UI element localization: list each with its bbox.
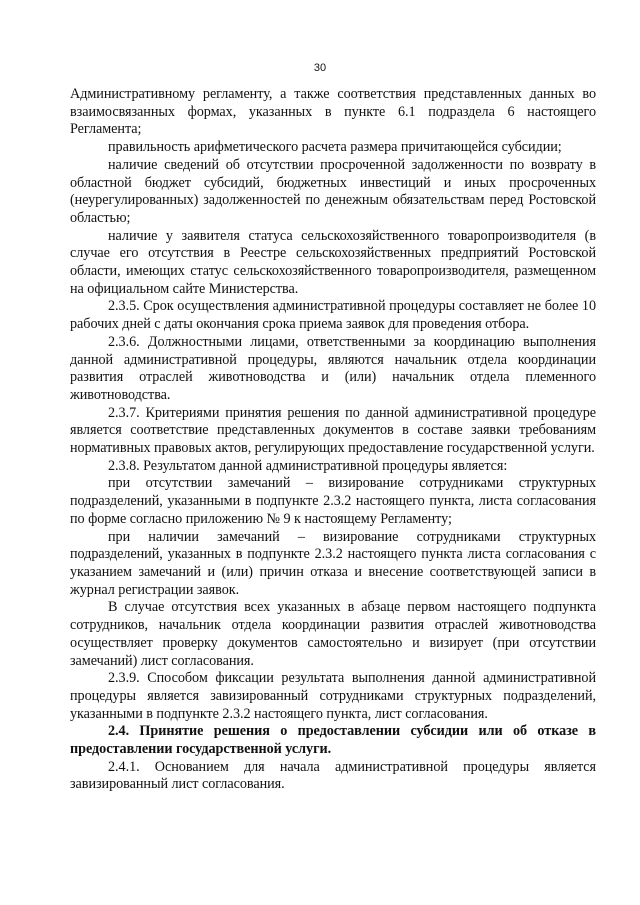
paragraph: Административному регламенту, а также соответствия представленных данных во взаимосвязанных формах, указанных в пункте 6.1 подраздела 6 настоящего Регламента; [70,86,596,138]
paragraph: 2.3.8. Результатом данной административной процедуры является: [108,457,508,474]
section-heading: 2.4. Принятие решения о предоставлении субсидии или об отказе в предоставлении государственной услуги. [70,723,596,758]
paragraph: 2.3.6. Должностными лицами, ответственными за координацию выполнения данной административной процедуры, являются начальник отдела координации развития отраслей животноводства и (или) начальник отдела племенного животноводства. [70,333,596,403]
paragraph: 2.3.9. Способом фиксации результата выполнения данной административной процедуры является завизированный сотрудниками структурных подразделений, указанными в подпункте 2.3.2 настоящего пункта, лист согласования. [70,670,596,722]
paragraph: наличие у заявителя статуса сельскохозяйственного товаропроизводителя (в случае его отсутствия в Реестре сельскохозяйственных предприятий Ростовской области, имеющих статус сельскохозяйственного товаропроизводителя, размещенном на официальном сайте Министерства. [70,227,596,297]
page-number: 30 [313,62,327,74]
paragraph: при наличии замечаний – визирование сотрудниками структурных подразделений, указанных в подпункте 2.3.2 настоящего пункта листа согласования с указанием замечаний и (или) причин отказа и внесение соответствующей записи в журнал регистрации заявок. [70,528,596,598]
paragraph: при отсутствии замечаний – визирование сотрудниками структурных подразделений, указанными в подпункте 2.3.2 настоящего пункта, листа согласования по форме согласно приложению № 9 к настоящему Регламенту; [70,475,596,527]
paragraph: 2.4.1. Основанием для начала административной процедуры является завизированный лист согласования. [70,758,596,793]
paragraph: В случае отсутствия всех указанных в абзаце первом настоящего подпункта сотрудников, начальник отдела координации развития отраслей животноводства осуществляет проверку документов самостоятельно и визирует (при отсутствии замечаний) лист согласования. [70,599,596,669]
paragraph: правильность арифметического расчета размера причитающейся субсидии; [108,139,562,156]
paragraph: 2.3.5. Срок осуществления административной процедуры составляет не более 10 рабочих дней с даты окончания срока приема заявок для проведения отбора. [70,298,596,333]
paragraph: 2.3.7. Критериями принятия решения по данной административной процедуре является соответствие представленных документов в составе заявки требованиям нормативных правовых актов, регулирующих предоставление государственной услуги. [70,404,596,457]
paragraph: наличие сведений об отсутствии просроченной задолженности по возврату в областной бюджет субсидий, бюджетных инвестиций и иных просроченных (неурегулированных) задолженностей по денежным обязательствам перед Ростовской областью; [70,156,596,226]
document-body [70,86,596,794]
